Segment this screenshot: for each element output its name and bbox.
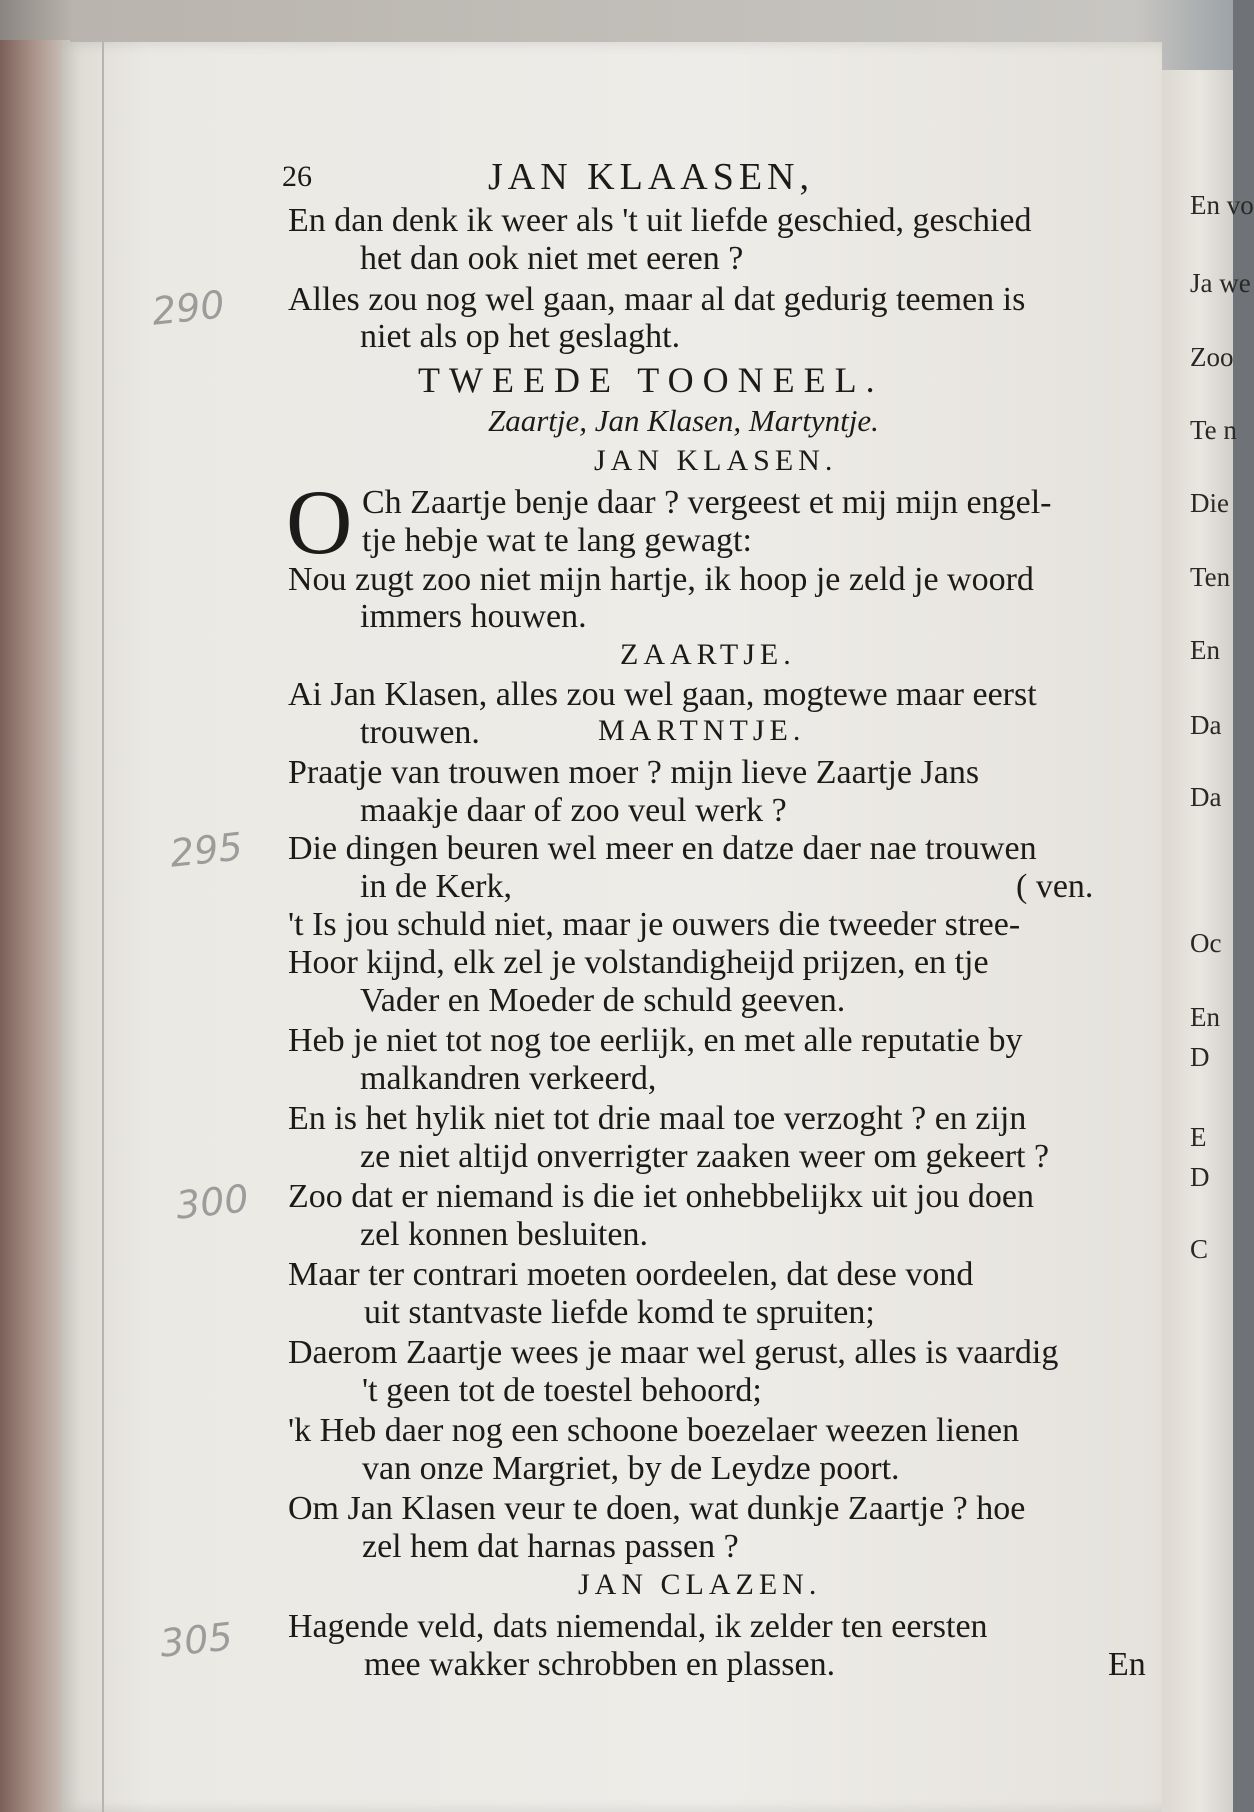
facing-page-fragment: Zoo <box>1190 342 1234 372</box>
speaker-name: MARTNTJE. <box>598 714 806 747</box>
page-fold-line <box>102 42 104 1812</box>
text-line: Maar ter contrari moeten oordeelen, dat dese vond <box>288 1256 974 1293</box>
text-line: tje hebje wat te lang gewagt: <box>362 522 752 559</box>
facing-page-fragment: Da <box>1190 782 1222 812</box>
margin-line-number: 305 <box>157 1614 235 1666</box>
margin-line-number: 290 <box>149 282 227 334</box>
text-line: Daerom Zaartje wees je maar wel gerust, alles is vaardig <box>288 1334 1059 1371</box>
running-head: JAN KLAASEN, <box>488 156 814 198</box>
text-line: 't Is jou schuld niet, maar je ouwers die tweeder stree- <box>288 906 1021 943</box>
text-line: maakje daar of zoo veul werk ? <box>360 792 787 829</box>
text-line: En dan denk ik weer als 't uit liefde geschied, geschied <box>288 202 1032 239</box>
text-line: niet als op het geslaght. <box>360 318 681 355</box>
facing-page-fragment: Oc <box>1190 928 1222 958</box>
text-line: Nou zugt zoo niet mijn hartje, ik hoop je zeld je woord <box>288 561 1034 598</box>
text-line: uit stantvaste liefde komd te spruiten; <box>364 1294 875 1331</box>
facing-page-fragment: Te n <box>1190 415 1237 445</box>
text-line: Zoo dat er niemand is die iet onhebbelijkx uit jou doen <box>288 1178 1034 1215</box>
facing-page-fragment: Ten <box>1190 562 1231 592</box>
text-line: mee wakker schrobben en plassen. <box>364 1646 836 1683</box>
speaker-name: JAN KLASEN. <box>594 444 838 477</box>
text-line: malkandren verkeerd, <box>360 1060 657 1097</box>
text-line: Heb je niet tot nog toe eerlijk, en met alle reputatie by <box>288 1022 1023 1059</box>
text-line: zel konnen besluiten. <box>360 1216 648 1253</box>
text-line: Praatje van trouwen moer ? mijn lieve Zaartje Jans <box>288 754 980 791</box>
speaker-name: ZAARTJE. <box>620 638 796 671</box>
text-line: 'k Heb daer nog een schoone boezelaer weezen lienen <box>288 1412 1020 1449</box>
speaker-name: JAN CLAZEN. <box>578 1568 822 1601</box>
text-line: Hagende veld, dats niemendal, ik zelder ten eersten <box>288 1608 988 1645</box>
text-line: ( ven. <box>1016 868 1094 905</box>
margin-line-number: 295 <box>167 824 245 876</box>
text-line: En is het hylik niet tot drie maal toe verzoght ? en zijn <box>288 1100 1027 1137</box>
text-line: Hoor kijnd, elk zel je volstandigheijd prijzen, en tje <box>288 944 989 981</box>
text-line: het dan ook niet met eeren ? <box>360 240 744 277</box>
facing-page-fragment: Die <box>1190 488 1229 518</box>
text-line: 't geen tot de toestel behoord; <box>362 1372 762 1409</box>
margin-line-number: 300 <box>173 1176 251 1228</box>
text-line: Om Jan Klasen veur te doen, wat dunkje Zaartje ? hoe <box>288 1490 1026 1527</box>
drop-cap: O <box>286 471 353 573</box>
cast-list: Zaartje, Jan Klasen, Martyntje. <box>488 403 879 438</box>
facing-page-fragment: En vo <box>1190 190 1254 220</box>
book-binding-edge <box>0 40 70 1812</box>
facing-page-fragment: D <box>1190 1162 1210 1192</box>
text-line: ze niet altijd onverrigter zaaken weer om gekeert ? <box>360 1138 1050 1175</box>
facing-page-fragment: D <box>1190 1042 1210 1072</box>
text-line: trouwen. <box>360 714 480 751</box>
page-number: 26 <box>282 160 312 193</box>
text-line: Ai Jan Klasen, alles zou wel gaan, mogtewe maar eerst <box>288 676 1037 713</box>
text-line: Ch Zaartje benje daar ? vergeest et mij mijn engel- <box>362 484 1052 521</box>
facing-page-fragment: E <box>1190 1122 1207 1152</box>
facing-page-fragment: En <box>1190 1002 1220 1032</box>
text-line: Vader en Moeder de schuld geeven. <box>360 982 846 1019</box>
catchword: En <box>1108 1646 1146 1683</box>
facing-page-fragment: C <box>1190 1234 1209 1264</box>
facing-page-fragment: En <box>1190 635 1220 665</box>
text-line: Die dingen beuren wel meer en datze daer nae trouwen <box>288 830 1037 867</box>
text-line: in de Kerk, <box>360 868 513 905</box>
text-line: zel hem dat harnas passen ? <box>362 1528 739 1565</box>
scene-heading: TWEEDE TOONEEL. <box>418 360 884 400</box>
text-line: van onze Margriet, by de Leydze poort. <box>362 1450 900 1487</box>
text-line: Alles zou nog wel gaan, maar al dat gedurig teemen is <box>288 281 1026 318</box>
text-line: immers houwen. <box>360 598 587 635</box>
facing-page-fragment: Ja we <box>1190 268 1251 298</box>
facing-page <box>1150 70 1254 1812</box>
facing-page-fragment: Da <box>1190 710 1222 740</box>
